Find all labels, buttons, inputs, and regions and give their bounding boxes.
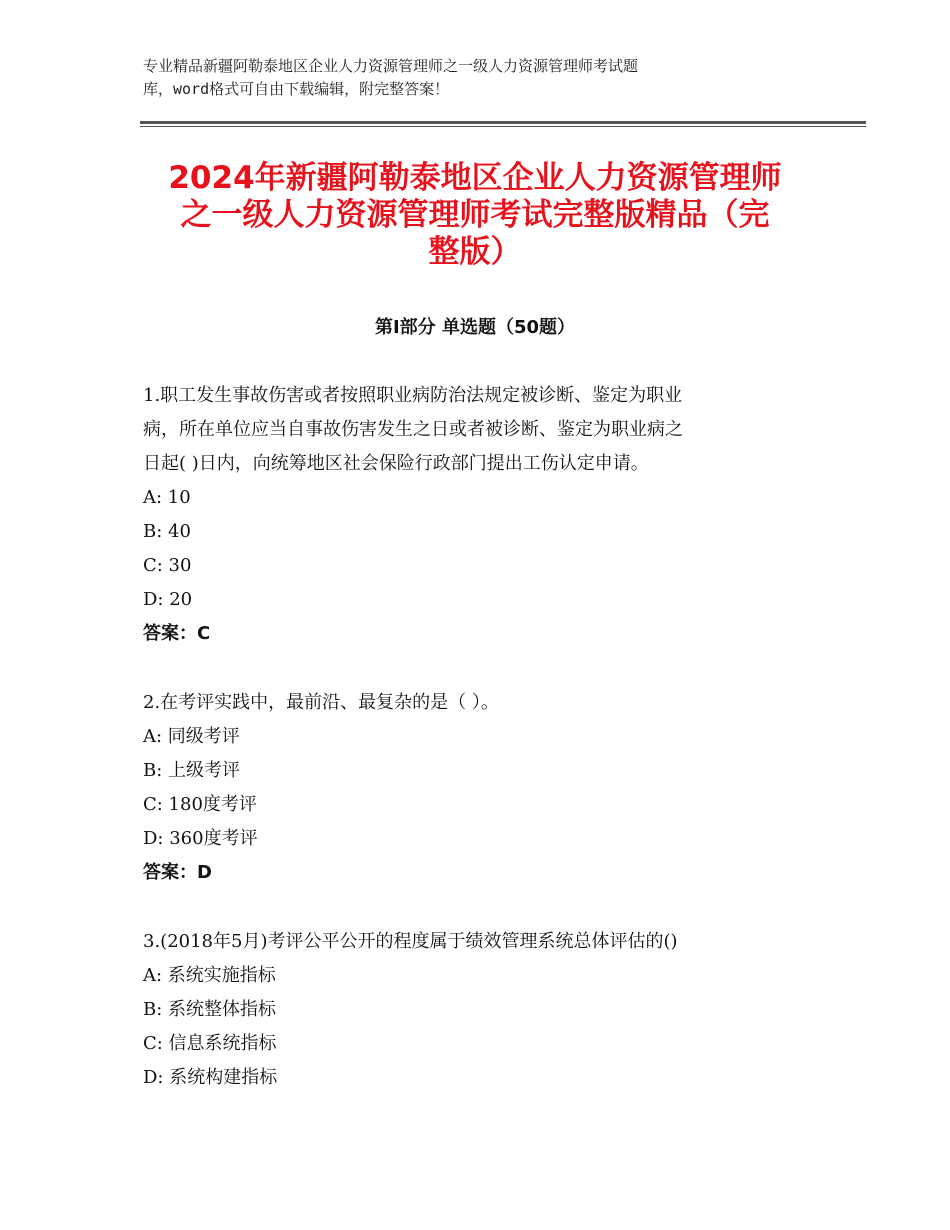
question-1-option-d: D: 20 xyxy=(143,589,193,610)
question-2-answer: 答案：D xyxy=(143,862,212,883)
header-divider-thin xyxy=(140,126,866,127)
question-1-answer: 答案：C xyxy=(143,623,211,644)
question-1-stem-line-1: 1.职工发生事故伤害或者按照职业病防治法规定被诊断、鉴定为职业 xyxy=(143,385,683,406)
question-2-option-d: D: 360度考评 xyxy=(143,828,258,849)
question-3-stem-line-1: 3.(2018年5月)考评公平公开的程度属于绩效管理系统总体评估的() xyxy=(143,931,678,952)
question-1-option-c: C: 30 xyxy=(143,555,192,576)
document-title-line-1: 2024年新疆阿勒泰地区企业人力资源管理师 xyxy=(168,160,782,196)
question-2-option-b: B: 上级考评 xyxy=(143,760,241,781)
header-note-line-1: 专业精品新疆阿勒泰地区企业人力资源管理师之一级人力资源管理师考试题 xyxy=(143,57,639,75)
question-2-option-a: A: 同级考评 xyxy=(143,726,240,747)
question-1-stem-line-2: 病，所在单位应当自事故伤害发生之日或者被诊断、鉴定为职业病之 xyxy=(143,419,683,440)
question-1-option-b: B: 40 xyxy=(143,521,191,542)
document-title-line-3: 整版） xyxy=(428,234,522,270)
document-title xyxy=(120,160,830,271)
document-title-line-2: 之一级人力资源管理师考试完整版精品（完 xyxy=(180,197,770,233)
question-3-option-d: D: 系统构建指标 xyxy=(143,1067,278,1088)
question-3-option-a: A: 系统实施指标 xyxy=(143,965,276,986)
header-note-line-2: 库，word格式可自由下载编辑，附完整答案！ xyxy=(143,80,450,98)
question-2-stem-line-1: 2.在考评实践中，最前沿、最复杂的是（ ）。 xyxy=(143,692,499,713)
question-1-option-a: A: 10 xyxy=(143,487,191,508)
header-divider-thick xyxy=(140,121,866,124)
question-2-option-c: C: 180度考评 xyxy=(143,794,257,815)
question-3-option-c: C: 信息系统指标 xyxy=(143,1033,277,1054)
header-note xyxy=(143,55,803,101)
question-3-option-b: B: 系统整体指标 xyxy=(143,999,277,1020)
section-title: 第Ⅰ部分 单选题（50题） xyxy=(374,317,575,338)
question-1-stem-line-3: 日起( )日内，向统筹地区社会保险行政部门提出工伤认定申请。 xyxy=(143,453,649,474)
